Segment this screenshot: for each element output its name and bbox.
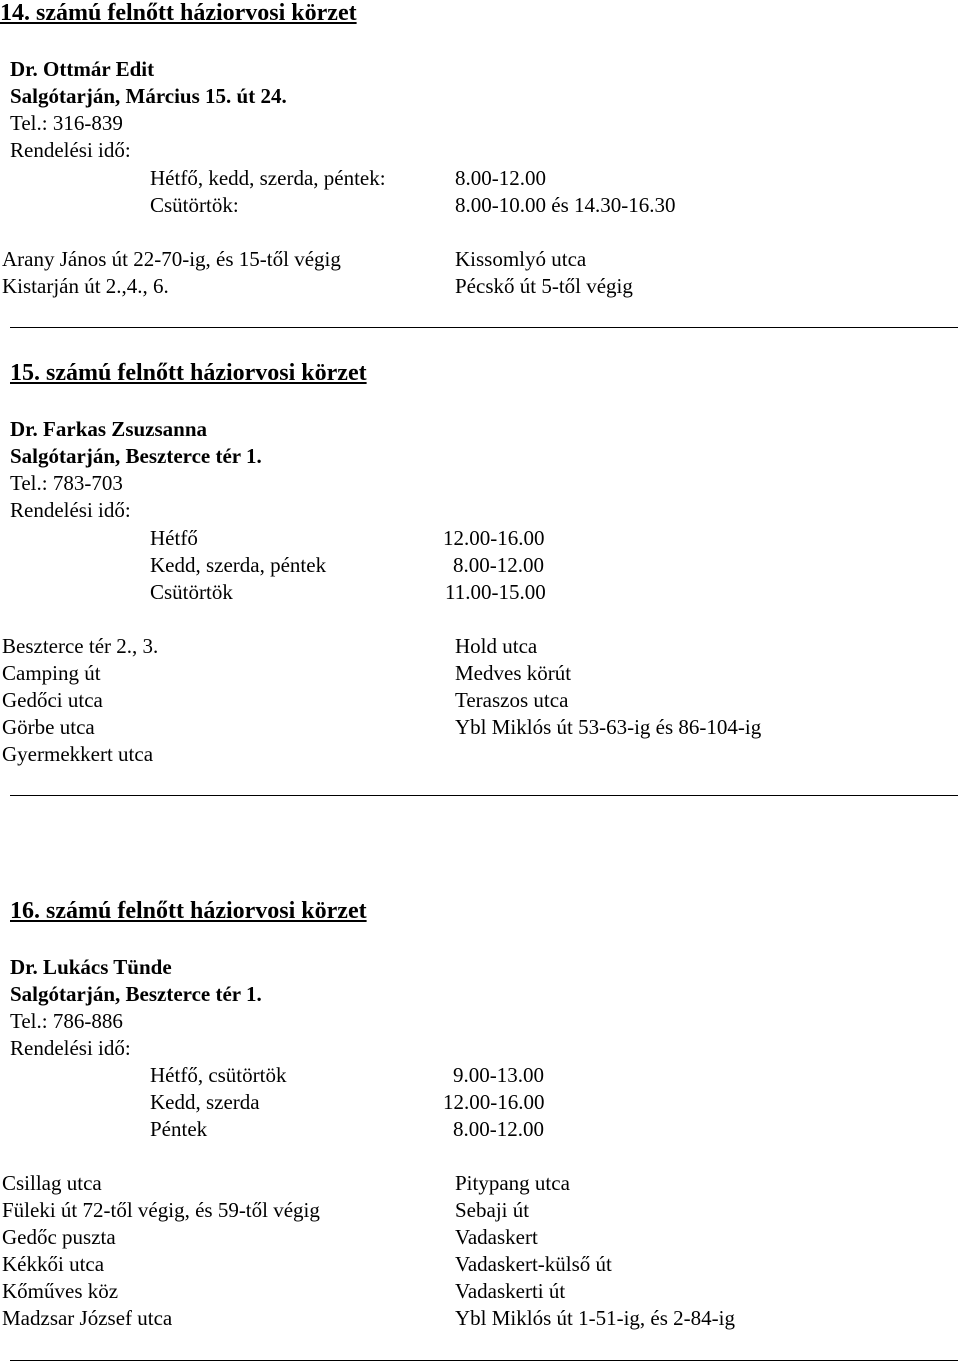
clinic-address: Salgótarján, Március 15. út 24. [10, 84, 287, 108]
hours-label-text: Rendelési idő [10, 1036, 125, 1060]
street-item: Csillag utca [2, 1171, 102, 1195]
street-item: Sebaji út [455, 1198, 530, 1222]
hours-label [10, 138, 131, 162]
street-item: Pitypang utca [455, 1171, 570, 1195]
street-item: Hold utca [455, 634, 538, 658]
section-divider [10, 795, 958, 796]
hours-label-colon: : [124, 1036, 131, 1060]
street-item: Kissomlyó utca [455, 247, 587, 271]
phone-number: : 783-703 [41, 471, 123, 495]
street-item: Arany János út 22-70-ig, és 15-től végig [2, 247, 341, 271]
phone-number: : 316-839 [41, 111, 123, 135]
doctor-name: Dr. Farkas Zsuzsanna [10, 417, 208, 441]
clinic-address: Salgótarján, Beszterce tér 1. [10, 444, 262, 468]
phone-line [10, 1009, 123, 1033]
phone-label: Tel. [10, 471, 42, 495]
schedule-time: 12.00-16.00 [443, 1090, 545, 1114]
street-item: Görbe utca [2, 715, 95, 739]
schedule-days: Péntek [150, 1117, 208, 1141]
clinic-address: Salgótarján, Beszterce tér 1. [10, 982, 262, 1006]
phone-label: Tel. [10, 1009, 42, 1033]
street-item: Vadaskerti út [455, 1279, 566, 1303]
hours-label [10, 1036, 131, 1060]
section-divider [10, 1360, 958, 1361]
street-item: Kőműves köz [2, 1279, 119, 1303]
street-item: Füleki út 72-től végig, és 59-től végig [2, 1198, 320, 1222]
section-heading: 14. számú felnőtt háziorvosi körzet [0, 0, 357, 26]
doctor-name: Dr. Ottmár Edit [10, 57, 155, 81]
street-item: Teraszos utca [455, 688, 569, 712]
section-heading: 16. számú felnőtt háziorvosi körzet [10, 898, 367, 924]
schedule-time: 8.00-10.00 és 14.30-16.30 [455, 193, 676, 217]
hours-label-colon: : [124, 498, 131, 522]
schedule-days: Hétfő, kedd, szerda, péntek: [150, 166, 386, 190]
schedule-time: 9.00-13.00 [453, 1063, 544, 1087]
phone-line [10, 471, 123, 495]
schedule-time: 12.00-16.00 [443, 526, 545, 550]
schedule-days: Kedd, szerda, péntek [150, 553, 327, 577]
phone-line [10, 111, 123, 135]
street-item: Pécskő út 5-től végig [455, 274, 633, 298]
street-item: Camping út [2, 661, 101, 685]
street-item: Gedőci utca [2, 688, 103, 712]
hours-label-text: Rendelési idő [10, 138, 125, 162]
section-divider [10, 327, 958, 328]
street-item: Gedőc puszta [2, 1225, 116, 1249]
schedule-days: Hétfő [150, 526, 198, 550]
phone-number: : 786-886 [41, 1009, 123, 1033]
schedule-days: Hétfő, csütörtök [150, 1063, 287, 1087]
schedule-time: 8.00-12.00 [455, 166, 546, 190]
street-item: Medves körút [455, 661, 572, 685]
street-item: Beszterce tér 2., 3. [2, 634, 159, 658]
section-heading: 15. számú felnőtt háziorvosi körzet [10, 360, 367, 386]
street-item: Ybl Miklós út 53-63-ig és 86-104-ig [455, 715, 762, 739]
street-item: Vadaskert-külső út [455, 1252, 612, 1276]
hours-label [10, 498, 131, 522]
schedule-days: Csütörtök [150, 580, 233, 604]
schedule-days: Csütörtök: [150, 193, 239, 217]
schedule-days: Kedd, szerda [150, 1090, 260, 1114]
street-item: Gyermekkert utca [2, 742, 154, 766]
street-item: Madzsar József utca [2, 1306, 173, 1330]
doctor-name: Dr. Lukács Tünde [10, 955, 172, 979]
street-item: Ybl Miklós út 1-51-ig, és 2-84-ig [455, 1306, 735, 1330]
phone-label: Tel. [10, 111, 42, 135]
hours-label-colon: : [124, 138, 131, 162]
street-item: Vadaskert [455, 1225, 538, 1249]
street-item: Kistarján út 2.,4., 6. [2, 274, 169, 298]
schedule-time: 8.00-12.00 [453, 553, 544, 577]
schedule-time: 8.00-12.00 [453, 1117, 544, 1141]
street-item: Kékkői utca [2, 1252, 105, 1276]
hours-label-text: Rendelési idő [10, 498, 125, 522]
schedule-time: 11.00-15.00 [445, 580, 546, 604]
